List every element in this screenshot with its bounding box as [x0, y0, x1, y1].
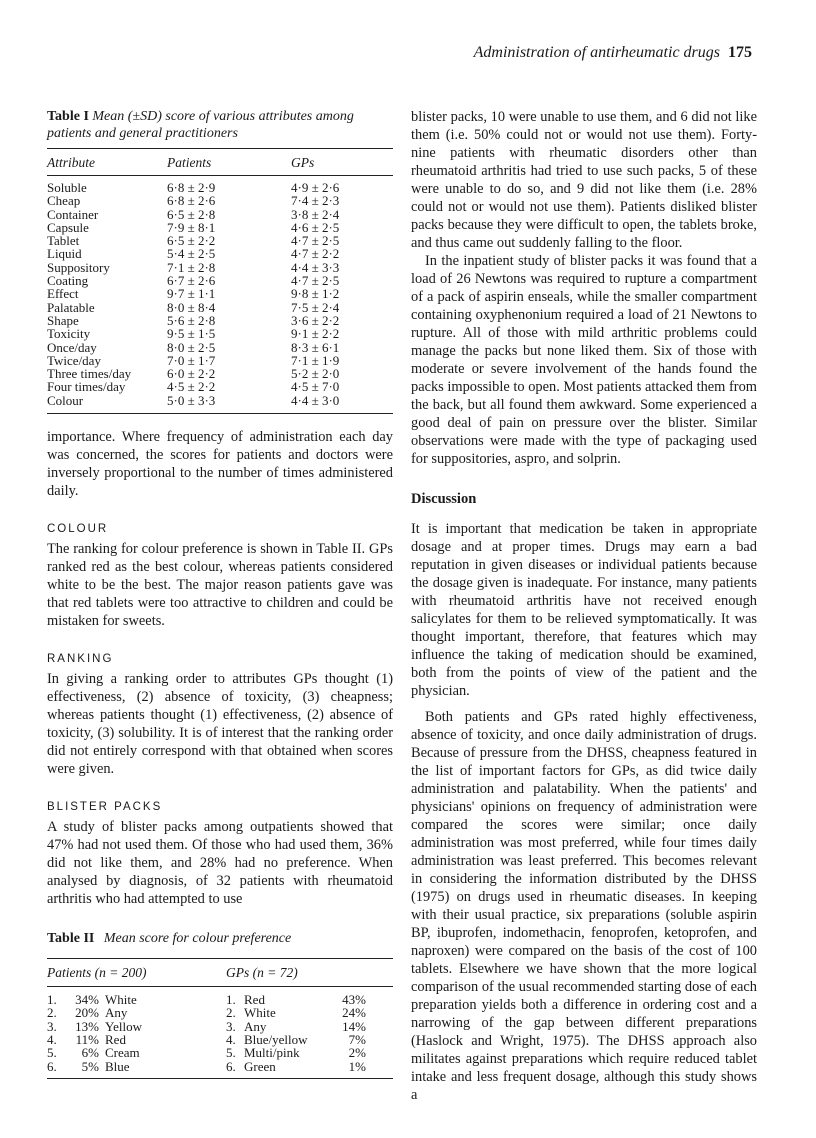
- rank-colour: Any: [105, 1005, 128, 1021]
- blister-continued-paragraph: blister packs, 10 were unable to use them, and 6 did not like them (i.e. 50% could not or would not use them). Forty-nine patients with rheumatic disorders other than rheumatoid arthritis had tried to use such packs, 5 of these were unable to do so, and 9 did not like them (i.e. 28% could not or would not use them). Patients disliked blister packs because they were difficult to open, the tablets broke, and thus came out suddenly falling to the floor.: [411, 109, 757, 251]
- table1-cell-attribute: Colour: [47, 394, 167, 414]
- table1-header-gps: GPs: [291, 149, 393, 176]
- table1-row: [47, 221, 393, 234]
- table1-cell-attribute: Palatable: [47, 299, 95, 315]
- rank-colour: Red: [105, 1031, 126, 1047]
- table1-row: [47, 247, 393, 260]
- table2-patient-item: [47, 1006, 214, 1019]
- rank-percent: 43%: [342, 992, 366, 1008]
- table1-row: [47, 261, 393, 274]
- rank-number: 3.: [226, 1018, 236, 1034]
- table1-cell-patients: 6·7 ± 2·6: [167, 273, 216, 289]
- table1-cell-patients: 5·6 ± 2·8: [167, 312, 216, 328]
- table1-cell-patients: 8·0 ± 2·5: [167, 339, 216, 355]
- rank-number: 2.: [226, 1005, 236, 1021]
- table1: [47, 148, 393, 414]
- colour-paragraph: The ranking for colour preference is shown in Table II. GPs ranked red as the best colour, whereas patients considered white to be the best. The major reason patients gave was that red tablets were too attractive to children and could be mistaken for sweets.: [47, 541, 393, 630]
- rank-colour: Red: [244, 992, 265, 1008]
- table1-cell-attribute: Liquid: [47, 246, 82, 262]
- discussion-paragraph-1: It is important that medication be taken in appropriate dosage and at proper times. Drugs may earn a bad reputation in given diseases or individual patients because the dosage given is inadequate. For instance, many patients with rheumatoid arthritis have not received enough salicylates for them to be relieved symptomatically. It was thought important, therefore, that features which may influence the taking of medication should be examined, both from the points of view of the patient and the physician.: [411, 521, 757, 699]
- table2-gp-item: [226, 1046, 393, 1059]
- rank-percent: 7%: [348, 1031, 366, 1047]
- table1-cell-gps: 8·3 ± 6·1: [291, 339, 340, 355]
- table1-cell-gps: 4·7 ± 2·5: [291, 233, 340, 249]
- colour-heading: COLOUR: [47, 523, 109, 536]
- rank-number: 6.: [226, 1058, 236, 1074]
- table2-gp-item: [226, 1020, 393, 1033]
- table1-header-patients: Patients: [167, 149, 291, 176]
- running-title: Administration of antirheumatic drugs: [473, 44, 720, 61]
- table2-gp-item: [226, 1006, 393, 1019]
- rank-number: 1.: [226, 992, 236, 1008]
- table1-cell-patients: 7·0 ± 1·7: [167, 352, 216, 368]
- table2-header-row: [47, 959, 393, 987]
- table1-cell-gps: 7·1 ± 1·9: [291, 352, 340, 368]
- table1-cell-patients: 6·5 ± 2·8: [167, 206, 216, 222]
- rank-percent: 24%: [342, 1005, 366, 1021]
- running-header: [474, 44, 752, 62]
- table1-cell-gps: 9·8 ± 1·2: [291, 286, 340, 302]
- table1-row: [47, 194, 393, 207]
- table1-cell-patients: 4·5 ± 2·2: [167, 379, 216, 395]
- table1-cell-attribute: Shape: [47, 312, 79, 328]
- table1-cell-attribute: Suppository: [47, 259, 110, 275]
- rank-percent: 34%: [75, 992, 99, 1008]
- table1-cell-gps: 4·6 ± 2·5: [291, 219, 340, 235]
- table1-row: [47, 354, 393, 367]
- table1-cell-gps: 4·4 ± 3·3: [291, 259, 340, 275]
- table2-patient-item: [47, 1046, 214, 1059]
- right-column: [411, 108, 757, 1104]
- rank-percent: 13%: [75, 1018, 99, 1034]
- table1-cell-attribute: Three times/day: [47, 366, 132, 382]
- table2-gps-list: [226, 993, 393, 1073]
- rank-colour: Blue: [105, 1058, 130, 1074]
- table1-cell-gps: 3·8 ± 2·4: [291, 206, 340, 222]
- table2-header-patients: Patients (n = 200): [47, 965, 147, 981]
- table1-row: [47, 394, 393, 414]
- table2-header-gps: GPs (n = 72): [226, 965, 298, 981]
- table1-caption: Mean (±SD) score of various attributes among patients and general practitioners: [47, 109, 354, 141]
- blister-heading: BLISTER PACKS: [47, 801, 163, 814]
- table1-cell-patients: 6·8 ± 2·9: [167, 180, 216, 195]
- rank-colour: Cream: [105, 1045, 140, 1061]
- discussion-paragraph-2: Both patients and GPs rated highly effectiveness, absence of toxicity, and once daily administration of drugs. Because of pressure from the DHSS, cheapness featured in the list of important factors for GPs, as did twice daily administration and palatability. When the patients' and physicians' opinions on frequency of administration were compared the scores were similar; once daily administration was most preferred, while four times daily administration was least preferred. This becomes relevant in considering the information distributed by the DHSS (1975) on drugs used in rheumatic diseases. In keeping with their usual practice, six preparations (soluble aspirin BP, ibuprofen, indomethacin, fenoprofen, ketoprofen, and naproxen) were compared on the basis of the cost of 100 tablets. Elsewhere we have shown that the more logical comparison of the usual recommended starting dose of each preparation yields both a difference in ordering cost and a narrowing of the gap between different preparations (Haslock and Wright, 1975). The DHSS approach also militates against preparations which require reduced tablet intake and less frequent dosage, although this study shows a: [411, 709, 757, 1103]
- table1-row: [47, 176, 393, 195]
- rank-colour: Any: [244, 1018, 267, 1034]
- table1-cell-attribute: Container: [47, 206, 99, 222]
- rank-number: 4.: [47, 1031, 57, 1047]
- table2-patient-item: [47, 1033, 214, 1046]
- table1-header-row: [47, 149, 393, 176]
- table1-cell-gps: 4·7 ± 2·2: [291, 246, 340, 262]
- table1-cell-attribute: Cheap: [47, 193, 81, 209]
- rank-percent: 1%: [348, 1058, 366, 1074]
- table1-cell-attribute: Capsule: [47, 219, 89, 235]
- table1-cell-patients: 5·0 ± 3·3: [167, 394, 291, 414]
- table1-cell-gps: 4·9 ± 2·6: [291, 180, 340, 195]
- table1-row: [47, 234, 393, 247]
- rank-colour: Yellow: [105, 1018, 142, 1034]
- table1-cell-gps: 7·5 ± 2·4: [291, 299, 340, 315]
- table1-cell-attribute: Coating: [47, 273, 89, 289]
- rank-percent: 6%: [81, 1045, 99, 1061]
- discussion-heading: Discussion: [411, 491, 477, 507]
- table1-cell-patients: 6·5 ± 2·2: [167, 233, 216, 249]
- table1-cell-gps: 4·7 ± 2·5: [291, 273, 340, 289]
- rank-colour: Multi/pink: [244, 1045, 300, 1061]
- table1-row: [47, 208, 393, 221]
- rank-number: 1.: [47, 992, 57, 1008]
- rank-number: 2.: [47, 1005, 57, 1021]
- table1-cell-gps: 3·6 ± 2·2: [291, 312, 340, 328]
- rank-colour: White: [244, 1005, 276, 1021]
- table1-row: [47, 380, 393, 393]
- table1-cell-patients: 7·1 ± 2·8: [167, 259, 216, 275]
- table1-cell-attribute: Toxicity: [47, 326, 91, 342]
- table1-cell-gps: 5·2 ± 2·0: [291, 366, 340, 382]
- table1-cell-patients: 5·4 ± 2·5: [167, 246, 216, 262]
- table2-label: Table II: [47, 931, 95, 947]
- rank-number: 5.: [47, 1045, 57, 1061]
- table1-cell-patients: 6·0 ± 2·2: [167, 366, 216, 382]
- table1-cell-attribute: Four times/day: [47, 379, 126, 395]
- table1-cell-patients: 9·5 ± 1·5: [167, 326, 216, 342]
- ranking-paragraph: In giving a ranking order to attributes GPs thought (1) effectiveness, (2) absence of toxicity, (3) cheapness; whereas patients thought (1) effectiveness, (2) absence of toxicity, (3) solubility. It is of interest that the ranking order did not entirely correspond with that obtained when scores were given.: [47, 671, 393, 778]
- rank-number: 3.: [47, 1018, 57, 1034]
- table1-cell-gps: 9·1 ± 2·2: [291, 326, 340, 342]
- table1-row: [47, 314, 393, 327]
- table2-gp-item: [226, 993, 393, 1006]
- table2-gp-item: [226, 1060, 393, 1073]
- table1-cell-patients: 6·8 ± 2·6: [167, 193, 216, 209]
- table1-cell-attribute: Soluble: [47, 180, 87, 195]
- table2-patient-item: [47, 1020, 214, 1033]
- table1-row: [47, 341, 393, 354]
- rank-percent: 2%: [348, 1045, 366, 1061]
- table1-cell-gps: 7·4 ± 2·3: [291, 193, 340, 209]
- rank-colour: Green: [244, 1058, 276, 1074]
- left-column: [47, 108, 393, 1079]
- rank-percent: 14%: [342, 1018, 366, 1034]
- blister-paragraph: A study of blister packs among outpatients showed that 47% had not used them. Of those who had used them, 36% did not like them, and 28% had no preference. When analysed by diagnosis, of 32 patients with rheumatoid arthritis who had attempted to use: [47, 819, 393, 908]
- rank-percent: 5%: [81, 1058, 99, 1074]
- table1-cell-attribute: Tablet: [47, 233, 80, 249]
- rank-percent: 20%: [75, 1005, 99, 1021]
- table1-cell-attribute: Once/day: [47, 339, 97, 355]
- paragraph-importance: importance. Where frequency of administration each day was concerned, the scores for patients and doctors were inversely proportional to the number of times administered daily.: [47, 429, 393, 500]
- table1-header-attribute: Attribute: [47, 149, 167, 176]
- table1-row: [47, 327, 393, 340]
- table1-cell-attribute: Effect: [47, 286, 79, 302]
- page-number: 175: [728, 44, 752, 61]
- rank-number: 5.: [226, 1045, 236, 1061]
- table1-cell-gps: 4·5 ± 7·0: [291, 379, 340, 395]
- table2-title: [47, 930, 393, 948]
- table1-row: [47, 274, 393, 287]
- table1-label: Table I: [47, 109, 89, 124]
- table2-gp-item: [226, 1033, 393, 1046]
- table1-cell-patients: 9·7 ± 1·1: [167, 286, 216, 302]
- table2-patients-list: [47, 993, 214, 1073]
- table1-cell-patients: 8·0 ± 8·4: [167, 299, 216, 315]
- table1-cell-attribute: Twice/day: [47, 352, 101, 368]
- rank-colour: Blue/yellow: [244, 1031, 308, 1047]
- ranking-heading: RANKING: [47, 653, 114, 666]
- inpatient-study-paragraph: In the inpatient study of blister packs it was found that a load of 26 Newtons was required to rupture a compartment of a pack of aspirin enseals, while the smaller compartment containing oxyphenonium required a load of 21 Newtons to rupture. All of those with mild arthritic problems could manage the packs but none liked them. Six of those with moderate or severe involvement of the hands found the packs impossible to open. Most patients attacked them from the back, but all found them awkward. Some experienced a good deal of pain on pressure over the blister. Similar observations were made with the type of packaging used for suppositories, aspro, and solprin.: [411, 253, 757, 467]
- table1-cell-patients: 7·9 ± 8·1: [167, 219, 216, 235]
- table2-caption: Mean score for colour preference: [103, 931, 292, 947]
- table1-row: [47, 287, 393, 300]
- table2-patient-item: [47, 993, 214, 1006]
- table2-patient-item: [47, 1060, 214, 1073]
- table1-row: [47, 367, 393, 380]
- rank-percent: 11%: [75, 1031, 99, 1047]
- rank-number: 4.: [226, 1031, 236, 1047]
- table1-cell-gps: 4·4 ± 3·0: [291, 394, 393, 414]
- rank-number: 6.: [47, 1058, 57, 1074]
- rank-colour: White: [105, 992, 137, 1008]
- table1-title: [47, 108, 393, 142]
- table1-row: [47, 301, 393, 314]
- table2: [47, 958, 393, 1079]
